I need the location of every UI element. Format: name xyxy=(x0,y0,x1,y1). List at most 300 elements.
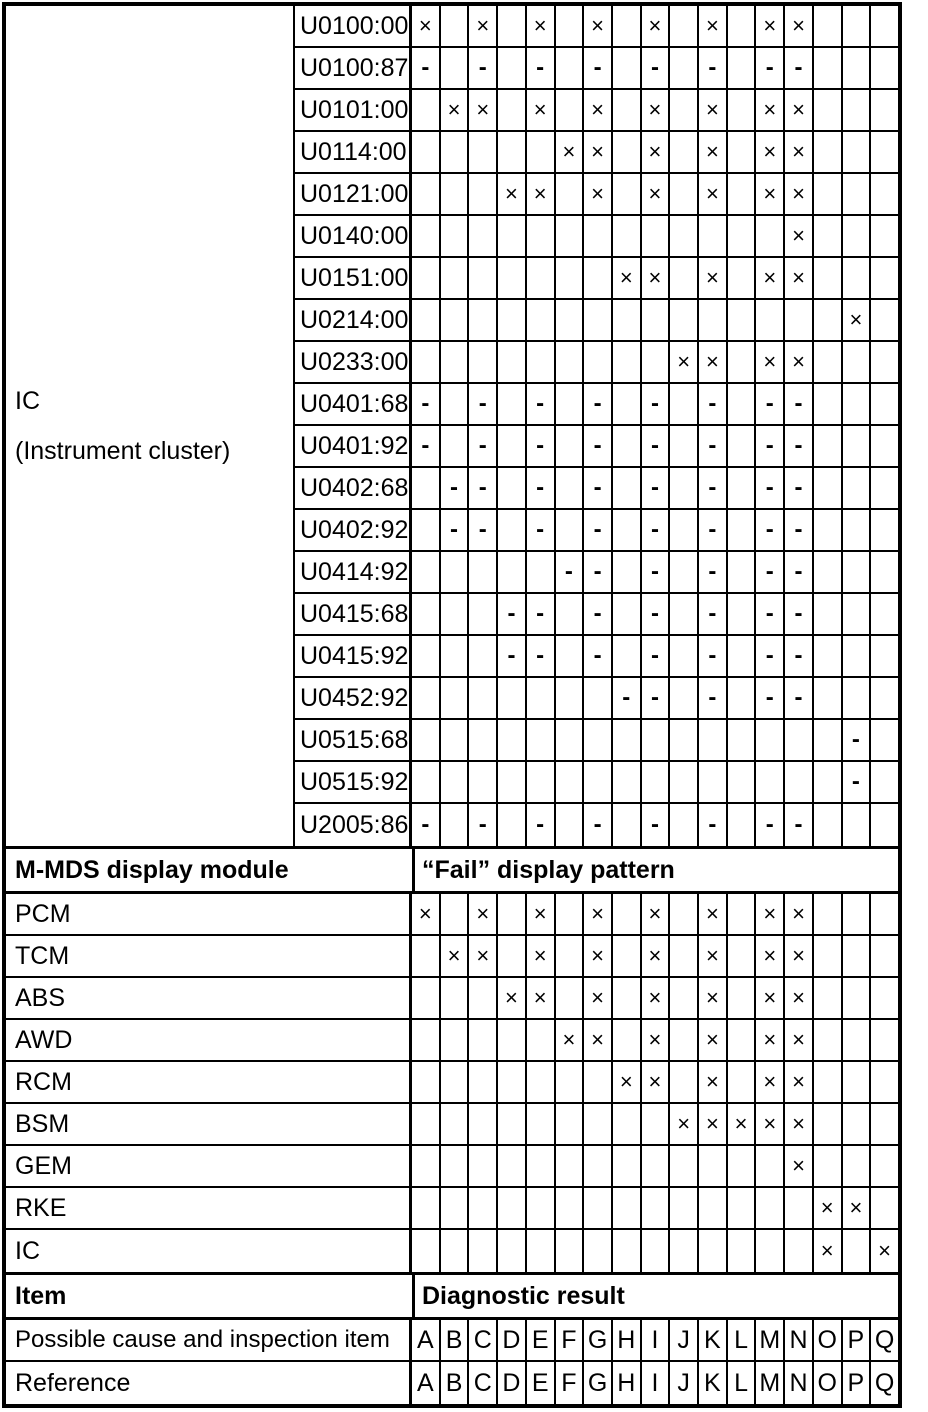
mark-cell-M: × xyxy=(756,258,785,298)
mark-cell-N: × xyxy=(785,132,814,172)
mark-cell-G: × xyxy=(584,1020,613,1060)
mark-cell-O xyxy=(814,636,843,676)
mark-cell-G xyxy=(584,1146,613,1186)
mark-cell-Q xyxy=(871,894,898,934)
mark-cell-A xyxy=(412,216,441,256)
mark-cell-P xyxy=(843,174,872,214)
mark-cell-C: × xyxy=(469,936,498,976)
mark-cell-H xyxy=(613,216,642,256)
mark-cell-K: - xyxy=(699,636,728,676)
mark-cell-C: - xyxy=(469,804,498,846)
mark-cell-O xyxy=(814,552,843,592)
mark-cell-Q xyxy=(871,342,898,382)
mark-cell-K: - xyxy=(699,468,728,508)
mark-cell-O xyxy=(814,216,843,256)
mark-cell-J xyxy=(670,1230,699,1272)
dtc-row xyxy=(295,174,898,216)
mark-cell-Q xyxy=(871,978,898,1018)
mark-cell-G: - xyxy=(584,48,613,88)
column-letter-cell-P: P xyxy=(843,1320,872,1360)
mark-cell-E xyxy=(527,216,556,256)
dtc-code-cell: U0402:92 xyxy=(295,510,412,550)
mark-cell-C xyxy=(469,1230,498,1272)
mark-cell-F xyxy=(556,804,585,846)
mark-cell-O xyxy=(814,426,843,466)
mark-cell-D xyxy=(498,894,527,934)
module-row xyxy=(6,1230,898,1272)
mark-cell-F: - xyxy=(556,552,585,592)
mark-cell-L xyxy=(728,174,757,214)
dtc-code-cell: U0401:68 xyxy=(295,384,412,424)
mark-cell-H: × xyxy=(613,258,642,298)
mark-cell-H xyxy=(613,636,642,676)
mark-cell-D xyxy=(498,468,527,508)
mark-cell-I: × xyxy=(642,132,671,172)
mark-cell-P xyxy=(843,1020,872,1060)
column-letter-cell-L: L xyxy=(728,1362,757,1404)
mark-cell-B xyxy=(441,48,470,88)
mark-cell-B xyxy=(441,216,470,256)
mark-cell-B xyxy=(441,1104,470,1144)
mark-cell-E xyxy=(527,1062,556,1102)
mark-cell-B xyxy=(441,174,470,214)
mark-cell-K: × xyxy=(699,1020,728,1060)
mark-cell-F xyxy=(556,1146,585,1186)
mark-cell-I: × xyxy=(642,936,671,976)
mark-cell-J xyxy=(670,510,699,550)
mark-cell-K: - xyxy=(699,594,728,634)
result-label-cell: Reference xyxy=(6,1362,412,1404)
mark-cell-M: × xyxy=(756,936,785,976)
mark-cell-F xyxy=(556,6,585,46)
mark-cell-K xyxy=(699,720,728,760)
mark-cell-K xyxy=(699,300,728,340)
mark-cell-F xyxy=(556,1104,585,1144)
mark-cell-H xyxy=(613,426,642,466)
mark-cell-E xyxy=(527,258,556,298)
mark-cell-K: × xyxy=(699,936,728,976)
mark-cell-E: - xyxy=(527,468,556,508)
mark-cell-K: × xyxy=(699,258,728,298)
mark-cell-P xyxy=(843,594,872,634)
mark-cell-K: - xyxy=(699,804,728,846)
mark-cell-C xyxy=(469,174,498,214)
mark-cell-Q xyxy=(871,426,898,466)
mark-cell-M: × xyxy=(756,1104,785,1144)
mark-cell-N: × xyxy=(785,1146,814,1186)
mark-cell-K: - xyxy=(699,426,728,466)
mark-cell-O xyxy=(814,720,843,760)
column-letter-cell-O: O xyxy=(814,1362,843,1404)
dtc-row xyxy=(295,426,898,468)
mark-cell-K: × xyxy=(699,978,728,1018)
mark-cell-J xyxy=(670,468,699,508)
mark-cell-G: × xyxy=(584,132,613,172)
mark-cell-D xyxy=(498,48,527,88)
mark-cell-I: - xyxy=(642,384,671,424)
mark-cell-D xyxy=(498,300,527,340)
mark-cell-D xyxy=(498,1230,527,1272)
dtc-code-cell: U0401:92 xyxy=(295,426,412,466)
mark-cell-D: × xyxy=(498,978,527,1018)
column-letter-cell-G: G xyxy=(584,1362,613,1404)
mark-cell-A: - xyxy=(412,384,441,424)
mark-cell-P xyxy=(843,468,872,508)
mark-cell-F: × xyxy=(556,132,585,172)
mark-cell-I: × xyxy=(642,90,671,130)
mark-cell-P xyxy=(843,936,872,976)
mark-cell-H xyxy=(613,1104,642,1144)
mark-cell-P: - xyxy=(843,762,872,802)
mark-cell-O xyxy=(814,342,843,382)
mark-cell-I xyxy=(642,300,671,340)
mark-cell-G: - xyxy=(584,552,613,592)
column-letter-cell-A: A xyxy=(412,1362,441,1404)
mark-cell-M: × xyxy=(756,90,785,130)
mark-cell-N: × xyxy=(785,258,814,298)
dtc-row xyxy=(295,48,898,90)
mark-cell-K xyxy=(699,216,728,256)
mark-cell-E: × xyxy=(527,936,556,976)
mark-cell-G xyxy=(584,1230,613,1272)
mark-cell-D xyxy=(498,936,527,976)
result-rows xyxy=(6,1320,898,1404)
mark-cell-J xyxy=(670,426,699,466)
mark-cell-L xyxy=(728,1062,757,1102)
mark-cell-F xyxy=(556,762,585,802)
mark-cell-E: - xyxy=(527,48,556,88)
dtc-row xyxy=(295,132,898,174)
module-label-cell: PCM xyxy=(6,894,412,934)
mark-cell-Q xyxy=(871,552,898,592)
mark-cell-O xyxy=(814,678,843,718)
mark-cell-Q xyxy=(871,258,898,298)
mark-cell-O xyxy=(814,174,843,214)
mark-cell-N xyxy=(785,720,814,760)
dtc-code-cell: U0121:00 xyxy=(295,174,412,214)
mark-cell-H xyxy=(613,132,642,172)
mark-cell-C xyxy=(469,300,498,340)
mark-cell-M: - xyxy=(756,636,785,676)
mark-cell-K xyxy=(699,1230,728,1272)
mark-cell-P xyxy=(843,636,872,676)
mark-cell-I xyxy=(642,1188,671,1228)
mark-cell-B: × xyxy=(441,936,470,976)
mark-cell-J xyxy=(670,678,699,718)
mark-cell-N: × xyxy=(785,894,814,934)
mark-cell-C xyxy=(469,720,498,760)
mark-cell-E xyxy=(527,1230,556,1272)
mark-cell-P xyxy=(843,132,872,172)
mark-cell-K: × xyxy=(699,342,728,382)
mark-cell-A xyxy=(412,90,441,130)
mark-cell-J xyxy=(670,132,699,172)
mark-cell-L xyxy=(728,978,757,1018)
mark-cell-I xyxy=(642,1230,671,1272)
mark-cell-O xyxy=(814,762,843,802)
mark-cell-D xyxy=(498,132,527,172)
mark-cell-B xyxy=(441,1146,470,1186)
mark-cell-I: × xyxy=(642,174,671,214)
mark-cell-L xyxy=(728,300,757,340)
mark-cell-M xyxy=(756,1230,785,1272)
mark-cell-M: × xyxy=(756,1020,785,1060)
column-letter-cell-I: I xyxy=(642,1320,671,1360)
mark-cell-M: - xyxy=(756,468,785,508)
column-letter-cell-Q: Q xyxy=(874,1325,895,1354)
mark-cell-Q xyxy=(871,90,898,130)
mark-cell-Q xyxy=(871,720,898,760)
mark-cell-I xyxy=(642,720,671,760)
dtc-code-cell: U0214:00 xyxy=(295,300,412,340)
mark-cell-D xyxy=(498,342,527,382)
mark-cell-H xyxy=(613,936,642,976)
mark-cell-N xyxy=(785,1230,814,1272)
column-letter-cell-J: J xyxy=(670,1362,699,1404)
dtc-row xyxy=(295,216,898,258)
dtc-code-cell: U0515:68 xyxy=(295,720,412,760)
mark-cell-I: - xyxy=(642,426,671,466)
mark-cell-B xyxy=(441,720,470,760)
mark-cell-I: × xyxy=(642,894,671,934)
mark-cell-B xyxy=(441,300,470,340)
dtc-code-cell: U0452:92 xyxy=(295,678,412,718)
mark-cell-I: × xyxy=(642,1062,671,1102)
mark-cell-B xyxy=(441,1020,470,1060)
mark-cell-L xyxy=(728,1020,757,1060)
mark-cell-F xyxy=(556,342,585,382)
mark-cell-H xyxy=(613,510,642,550)
column-letter-cell-K: K xyxy=(699,1362,728,1404)
mark-cell-B: - xyxy=(441,468,470,508)
mark-cell-P xyxy=(843,804,872,846)
dtc-group-label-line2: (Instrument cluster) xyxy=(15,437,231,465)
mark-cell-E: - xyxy=(527,510,556,550)
module-label-cell: BSM xyxy=(6,1104,412,1144)
mark-cell-M: - xyxy=(756,48,785,88)
module-label-cell: RKE xyxy=(6,1188,412,1228)
mark-cell-Q xyxy=(871,1188,898,1228)
module-row xyxy=(6,1188,898,1230)
mark-cell-A xyxy=(412,1146,441,1186)
dtc-code-cell: U0515:92 xyxy=(295,762,412,802)
mark-cell-G: - xyxy=(584,804,613,846)
mark-cell-E: - xyxy=(527,804,556,846)
column-letter-cell-M: M xyxy=(756,1362,785,1404)
mark-cell-N xyxy=(785,762,814,802)
column-letter-cell-C: C xyxy=(469,1320,498,1360)
mark-cell-A xyxy=(412,342,441,382)
mark-cell-J xyxy=(670,48,699,88)
mark-cell-J xyxy=(670,894,699,934)
mark-cell-I xyxy=(642,1104,671,1144)
mark-cell-Q xyxy=(871,1020,898,1060)
mark-cell-C xyxy=(469,132,498,172)
mark-cell-N: × xyxy=(785,6,814,46)
mark-cell-G: - xyxy=(584,384,613,424)
mark-cell-K: - xyxy=(699,384,728,424)
mark-cell-I xyxy=(642,1146,671,1186)
mark-cell-O xyxy=(814,1062,843,1102)
mark-cell-E xyxy=(527,1188,556,1228)
result-header-left: Item xyxy=(6,1275,415,1317)
dtc-row xyxy=(295,720,898,762)
mark-cell-L: × xyxy=(728,1104,757,1144)
mark-cell-H xyxy=(613,6,642,46)
mark-cell-N: × xyxy=(785,90,814,130)
mark-cell-D: - xyxy=(498,594,527,634)
mark-cell-B xyxy=(441,894,470,934)
mark-cell-E xyxy=(527,720,556,760)
mark-cell-Q xyxy=(871,1104,898,1144)
mark-cell-B xyxy=(441,804,470,846)
mark-cell-C: - xyxy=(469,48,498,88)
mark-cell-F xyxy=(556,978,585,1018)
mark-cell-C xyxy=(469,216,498,256)
mark-cell-G: × xyxy=(584,6,613,46)
mark-cell-A xyxy=(412,300,441,340)
mark-cell-E xyxy=(527,762,556,802)
mark-cell-A: - xyxy=(412,48,441,88)
mark-cell-Q xyxy=(871,384,898,424)
mark-cell-J xyxy=(670,300,699,340)
mark-cell-P xyxy=(843,678,872,718)
mark-cell-A xyxy=(412,1020,441,1060)
mark-cell-F xyxy=(556,48,585,88)
mark-cell-Q xyxy=(871,468,898,508)
mark-cell-L xyxy=(728,90,757,130)
mark-cell-C: - xyxy=(469,384,498,424)
column-letter-cell-A: A xyxy=(412,1320,441,1360)
dtc-code-cell: U0402:68 xyxy=(295,468,412,508)
mark-cell-D xyxy=(498,258,527,298)
mark-cell-K: × xyxy=(699,1062,728,1102)
mark-cell-L xyxy=(728,1230,757,1272)
mark-cell-A xyxy=(412,174,441,214)
mark-cell-E: - xyxy=(527,426,556,466)
mark-cell-E xyxy=(527,300,556,340)
mark-cell-E: - xyxy=(527,384,556,424)
mark-cell-H xyxy=(613,174,642,214)
mark-cell-D xyxy=(498,720,527,760)
mark-cell-N: - xyxy=(785,594,814,634)
column-letter-cell-K: K xyxy=(699,1320,728,1360)
mark-cell-M: × xyxy=(756,132,785,172)
mark-cell-D xyxy=(498,1062,527,1102)
column-letter-cell-M: M xyxy=(756,1320,785,1360)
mark-cell-B xyxy=(441,678,470,718)
mark-cell-O: × xyxy=(814,1188,843,1228)
mark-cell-J xyxy=(670,174,699,214)
mark-cell-N: - xyxy=(785,384,814,424)
mark-cell-H xyxy=(613,1230,642,1272)
dtc-group-label-cell xyxy=(6,6,295,846)
mark-cell-M: - xyxy=(756,804,785,846)
mark-cell-C: - xyxy=(469,426,498,466)
mark-cell-A: × xyxy=(412,6,441,46)
mark-cell-N: × xyxy=(785,216,814,256)
mark-cell-N: - xyxy=(785,804,814,846)
dtc-code-cell: U0151:00 xyxy=(295,258,412,298)
mark-cell-N: - xyxy=(785,426,814,466)
module-header-left: M-MDS display module xyxy=(6,849,415,891)
mark-cell-O xyxy=(814,804,843,846)
mark-cell-M: - xyxy=(756,384,785,424)
mark-cell-G xyxy=(584,342,613,382)
mark-cell-E: × xyxy=(527,6,556,46)
mark-cell-E xyxy=(527,678,556,718)
column-letter-cell-Q: Q xyxy=(874,1368,895,1397)
dtc-code-cell: U0415:68 xyxy=(295,594,412,634)
mark-cell-P xyxy=(843,1146,872,1186)
mark-cell-L xyxy=(728,804,757,846)
mark-cell-E xyxy=(527,342,556,382)
mark-cell-M: × xyxy=(756,6,785,46)
mark-cell-N: × xyxy=(785,936,814,976)
mark-cell-C xyxy=(469,762,498,802)
mark-cell-O xyxy=(814,510,843,550)
dtc-rows xyxy=(295,6,898,846)
module-label-cell: TCM xyxy=(6,936,412,976)
mark-cell-Q xyxy=(871,510,898,550)
mark-cell-M xyxy=(756,720,785,760)
mark-cell-C xyxy=(469,1062,498,1102)
dtc-row xyxy=(295,594,898,636)
mark-cell-O xyxy=(814,978,843,1018)
mark-cell-A xyxy=(412,636,441,676)
mark-cell-P xyxy=(843,552,872,592)
mark-cell-B xyxy=(441,636,470,676)
mark-cell-M: × xyxy=(756,1062,785,1102)
column-letter-cell-C: C xyxy=(469,1362,498,1404)
mark-cell-J xyxy=(670,216,699,256)
mark-cell-Q xyxy=(871,1062,898,1102)
mark-cell-K: - xyxy=(699,510,728,550)
mark-cell-P xyxy=(843,894,872,934)
mark-cell-P xyxy=(843,384,872,424)
dtc-row xyxy=(295,510,898,552)
mark-cell-K xyxy=(699,1146,728,1186)
mark-cell-P: - xyxy=(843,720,872,760)
mark-cell-J xyxy=(670,936,699,976)
module-row xyxy=(6,1104,898,1146)
module-label-cell: IC xyxy=(6,1230,412,1272)
mark-cell-Q xyxy=(871,1146,898,1186)
module-label-cell: ABS xyxy=(6,978,412,1018)
mark-cell-J xyxy=(670,636,699,676)
column-letter-cell-H: H xyxy=(613,1320,642,1360)
mark-cell-O xyxy=(814,6,843,46)
mark-cell-D xyxy=(498,6,527,46)
mark-cell-J xyxy=(670,552,699,592)
mark-cell-H xyxy=(613,1020,642,1060)
mark-cell-I: - xyxy=(642,804,671,846)
mark-cell-D xyxy=(498,1020,527,1060)
dtc-row xyxy=(295,258,898,300)
mark-cell-N: × xyxy=(785,1062,814,1102)
column-letter-cell-F: F xyxy=(556,1320,585,1360)
mark-cell-F xyxy=(556,216,585,256)
mark-cell-G: - xyxy=(584,636,613,676)
mark-cell-M: × xyxy=(756,174,785,214)
dtc-code-cell: U0140:00 xyxy=(295,216,412,256)
mark-cell-I xyxy=(642,216,671,256)
mark-cell-Q xyxy=(871,216,898,256)
mark-cell-F xyxy=(556,1062,585,1102)
mark-cell-C: × xyxy=(469,6,498,46)
mark-cell-Q: × xyxy=(878,1238,892,1263)
mark-cell-I: - xyxy=(642,636,671,676)
